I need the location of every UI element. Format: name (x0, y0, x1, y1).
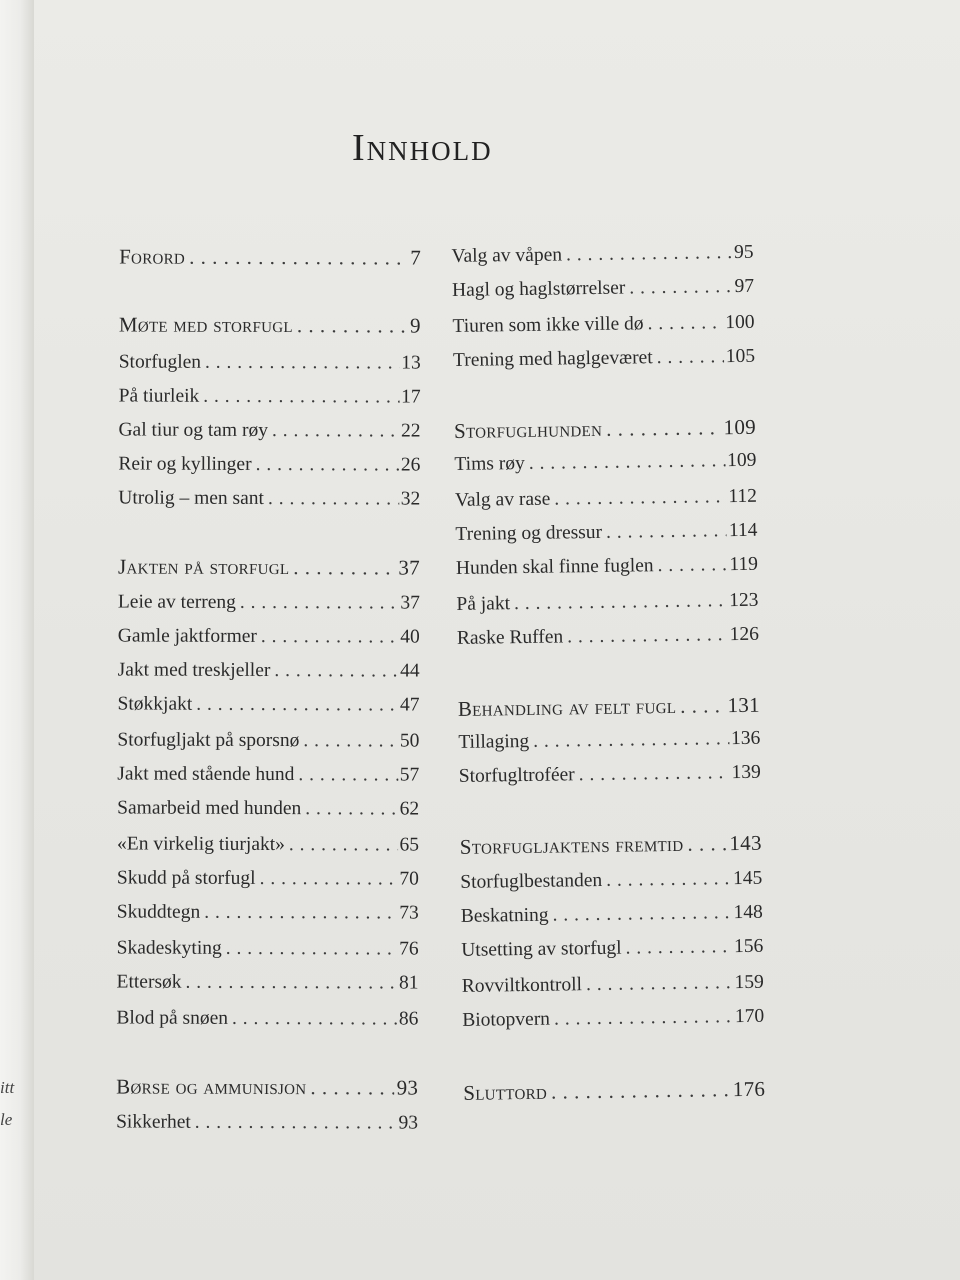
dot-leader (566, 240, 732, 268)
dot-leader (189, 244, 408, 271)
facing-page-edge (0, 0, 35, 1280)
dot-leader (272, 418, 399, 444)
toc-entry-title: Hagl og haglstørrelser (451, 277, 626, 301)
toc-entry-title: Behandling av felt fugl (457, 693, 677, 721)
toc-page-number: 95 (733, 241, 754, 264)
toc-entry-title: Storfugltroféer (458, 764, 575, 787)
toc-entry-title: Tillaging (458, 730, 530, 753)
toc-entry (117, 691, 419, 718)
toc-entry (452, 274, 754, 304)
toc-page-number: 37 (400, 592, 420, 614)
toc-entry (452, 310, 754, 340)
toc-entry (456, 552, 758, 582)
toc-entry-title: Jakt med treskjeller (117, 659, 271, 682)
toc-entry-title: Skuddtegn (116, 901, 201, 923)
toc-entry-title: Ettersøk (116, 971, 182, 993)
toc-page-number: 13 (401, 352, 421, 374)
page-title: Innhold (352, 127, 493, 169)
toc-page-number: 119 (729, 553, 759, 576)
toc-page-number: 9 (410, 313, 421, 338)
toc-entry-title: Storfugljaktens fremtid (459, 831, 684, 859)
dot-leader (529, 448, 726, 477)
toc-entry (117, 761, 419, 788)
toc-entry-title: Gamle jaktformer (117, 625, 257, 647)
toc-page-number: 93 (398, 1112, 419, 1134)
toc-entry (118, 623, 420, 650)
toc-page-number: 7 (410, 245, 422, 270)
toc-entry-title: Jakten på storfugl (117, 554, 290, 580)
toc-entry (461, 934, 763, 964)
toc-entry-title: Biotopvern (462, 1008, 551, 1031)
toc-entry (451, 240, 753, 270)
toc-entry (118, 451, 420, 478)
dot-leader (606, 414, 722, 442)
dot-leader (186, 970, 398, 997)
toc-page-number: 136 (730, 727, 761, 750)
toc-entry (117, 831, 419, 858)
dot-leader (305, 796, 397, 822)
toc-entry (118, 589, 420, 616)
toc-page-number: 109 (727, 449, 757, 472)
toc-page-number: 156 (733, 935, 764, 958)
toc-entry-title: Jakt med stående hund (117, 763, 295, 786)
toc-entry-title: Skudd på storfugl (116, 867, 256, 889)
toc-page-number: 17 (401, 386, 421, 408)
toc-entry-title: «En virkelig tiurjakt» (117, 833, 285, 856)
toc-entry (461, 900, 763, 930)
toc-page-number: 148 (733, 901, 763, 924)
toc-entry (453, 344, 755, 374)
toc-entry (117, 969, 419, 996)
toc-page-number: 40 (400, 626, 420, 648)
toc-entry-title: Hunden skal finne fuglen (455, 555, 654, 579)
dot-leader (554, 484, 727, 512)
toc-page-number: 44 (400, 660, 420, 682)
toc-page-number: 159 (734, 971, 764, 994)
toc-page-number: 81 (399, 972, 419, 994)
toc-page-number: 139 (731, 761, 761, 784)
toc-entry-title: Sluttord (463, 1079, 548, 1105)
toc-entry-title: Gal tiur og tam røy (118, 419, 269, 441)
toc-page-number: 97 (734, 275, 755, 298)
toc-page-number: 22 (400, 420, 421, 442)
toc-section-heading (463, 1076, 765, 1106)
toc-entry (458, 726, 760, 756)
facing-page-text-fragment: itt (0, 1078, 15, 1097)
toc-entry-title: Storfuglbestanden (460, 869, 603, 893)
toc-entry-title: Børse og ammunisjon (116, 1074, 307, 1100)
toc-page-number: 70 (399, 868, 419, 890)
toc-entry (117, 795, 419, 822)
toc-entry-title: Tims røy (454, 452, 525, 475)
toc-entry-title: Skadeskyting (116, 937, 222, 959)
toc-entry-title: Reir og kyllinger (118, 453, 252, 475)
toc-entry-title: Raske Ruffen (456, 626, 564, 649)
dot-leader (586, 970, 733, 998)
dot-leader (606, 518, 727, 546)
dot-leader (579, 760, 730, 788)
toc-section-heading (118, 553, 420, 580)
dot-leader (303, 728, 398, 754)
dot-leader (196, 692, 398, 719)
toc-section-heading (119, 243, 421, 270)
toc-page-number: 170 (734, 1005, 765, 1028)
dot-leader (606, 866, 731, 894)
dot-leader (552, 900, 731, 928)
toc-page-number: 100 (725, 311, 755, 334)
dot-leader (205, 350, 399, 377)
toc-entry (454, 448, 756, 478)
dot-leader (256, 452, 399, 478)
toc-entry (119, 383, 421, 410)
toc-page-number: 143 (729, 830, 762, 856)
toc-page-number: 73 (399, 902, 419, 924)
toc-page-number: 114 (728, 519, 758, 542)
toc-entry (119, 349, 421, 376)
toc-page-number: 93 (396, 1075, 419, 1100)
toc-page-number: 145 (732, 867, 763, 890)
toc-entry-title: Forord (119, 244, 186, 269)
toc-entry-title: Blod på snøen (116, 1007, 229, 1029)
dot-leader (647, 310, 723, 337)
toc-entry-title: Utrolig – men sant (118, 487, 264, 509)
toc-entry (117, 935, 419, 962)
contents-page (34, 0, 960, 1280)
dot-leader (293, 554, 396, 580)
dot-leader (240, 590, 399, 617)
toc-page-number: 112 (728, 485, 758, 508)
toc-section-heading (460, 830, 762, 860)
toc-page-number: 131 (727, 692, 761, 718)
toc-page-number: 50 (399, 730, 420, 752)
toc-page-number: 123 (729, 589, 759, 612)
toc-entry (460, 866, 762, 896)
toc-entry-title: Rovviltkontroll (461, 974, 583, 997)
dot-leader (232, 1006, 397, 1033)
dot-leader (195, 1110, 397, 1137)
toc-section-heading (116, 1073, 418, 1100)
toc-entry (459, 760, 761, 790)
toc-page-number: 47 (400, 694, 420, 716)
toc-entry-title: Storfugljakt på sporsnø (117, 729, 300, 752)
dot-leader (567, 622, 728, 650)
toc-entry (118, 657, 420, 684)
toc-entry-title: Utsetting av storfugl (461, 937, 622, 961)
dot-leader (514, 588, 727, 617)
toc-entry (462, 970, 764, 1000)
dot-leader (226, 936, 397, 963)
toc-entry (457, 622, 759, 652)
toc-entry-title: Valg av rase (454, 488, 551, 511)
toc-page-number: 62 (399, 798, 420, 820)
dot-leader (551, 1076, 731, 1105)
dot-leader (687, 830, 727, 857)
facing-page-text-fragment: le (0, 1110, 13, 1129)
toc-entry-title: Tiuren som ikke ville dø (452, 313, 644, 337)
toc-entry (455, 518, 757, 548)
toc-entry-title: Storfuglhunden (453, 416, 603, 443)
toc-entry-title: På tiurleik (118, 385, 200, 407)
toc-entry (118, 417, 420, 444)
dot-leader (554, 1004, 733, 1032)
dot-leader (203, 384, 399, 411)
toc-entry (116, 1005, 418, 1032)
toc-entry-title: Møte med storfugl (118, 312, 293, 338)
dot-leader (297, 312, 408, 338)
toc-page-number: 57 (399, 764, 420, 786)
toc-entry-title: Støkkjakt (117, 693, 193, 715)
dot-leader (274, 658, 398, 684)
dot-leader (298, 762, 397, 788)
dot-leader (533, 726, 729, 755)
toc-entry (117, 865, 419, 892)
toc-section-heading (119, 311, 421, 338)
dot-leader (204, 900, 397, 927)
dot-leader (268, 486, 399, 512)
toc-entry (456, 588, 758, 618)
dot-leader (310, 1074, 394, 1100)
dot-leader (261, 624, 398, 650)
toc-section-heading (454, 414, 756, 444)
toc-entry-title: Beskatning (460, 904, 549, 927)
toc-entry-title: På jakt (456, 593, 511, 615)
toc-entry (455, 484, 757, 514)
toc-entry (116, 1109, 418, 1136)
toc-page-number: 26 (400, 454, 421, 476)
toc-entry-title: Samarbeid med hunden (117, 797, 302, 820)
toc-page-number: 76 (399, 938, 419, 960)
toc-page-number: 37 (398, 555, 421, 580)
toc-entry (117, 899, 419, 926)
toc-entry-title: Storfuglen (118, 351, 202, 373)
toc-entry (118, 485, 420, 512)
toc-section-heading (458, 692, 760, 722)
dot-leader (629, 274, 733, 301)
dot-leader (260, 866, 398, 892)
dot-leader (657, 552, 727, 579)
dot-leader (657, 344, 724, 371)
toc-page-number: 65 (399, 834, 420, 856)
dot-leader (625, 934, 732, 961)
toc-entry-title: Leie av terreng (117, 591, 236, 613)
toc-page-number: 126 (729, 623, 760, 646)
toc-page-number: 32 (400, 488, 421, 510)
dot-leader (289, 832, 398, 858)
toc-entry-title: Trening og dressur (455, 521, 603, 545)
toc-page-number: 86 (398, 1008, 419, 1030)
toc-page-number: 105 (725, 345, 756, 368)
toc-entry-title: Trening med haglgeværet (452, 347, 653, 371)
toc-left-column (116, 0, 422, 1134)
dot-leader (680, 692, 726, 719)
toc-page-number: 109 (723, 414, 757, 440)
toc-entry-title: Sikkerhet (116, 1111, 191, 1133)
toc-entry-title: Valg av våpen (451, 244, 563, 267)
toc-entry (117, 727, 419, 754)
toc-entry (462, 1004, 764, 1034)
toc-page-number: 176 (732, 1076, 766, 1102)
